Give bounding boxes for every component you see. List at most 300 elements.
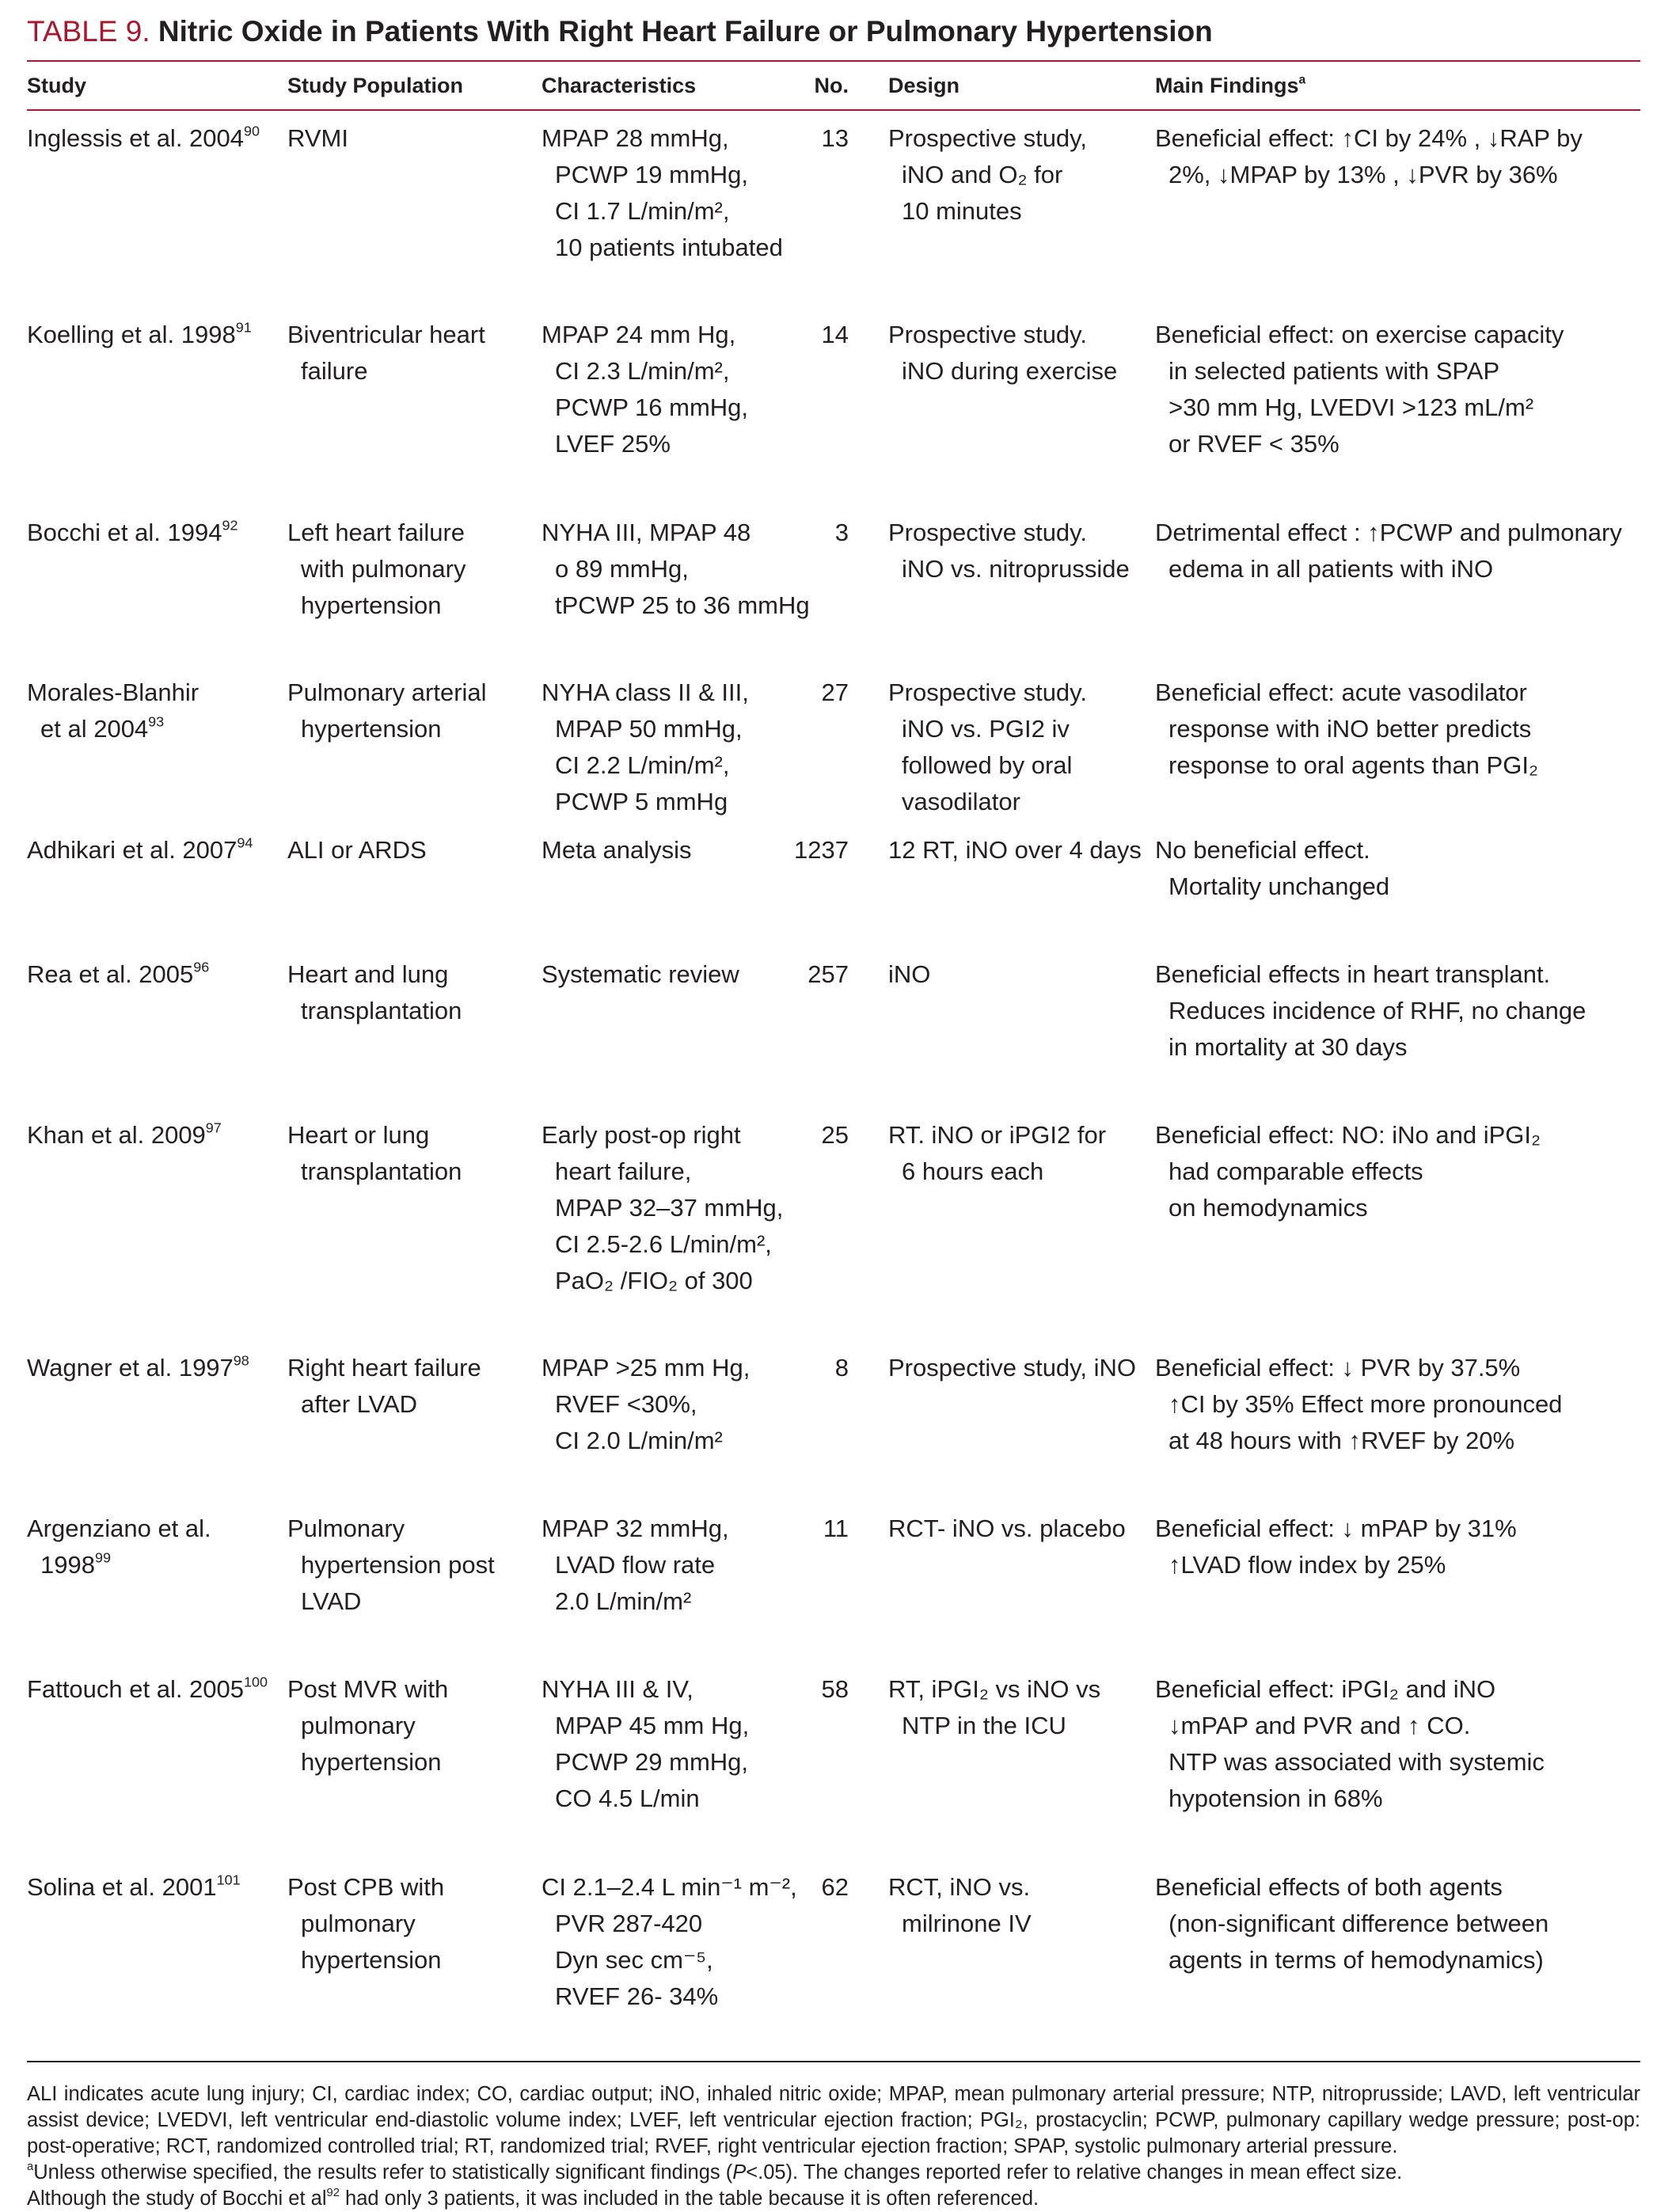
table-bottom-rule <box>27 2061 1640 2062</box>
cell-design <box>888 110 1155 307</box>
characteristics-line <box>542 675 784 711</box>
characteristics-line <box>542 157 784 193</box>
characteristics-line <box>542 1869 797 1906</box>
characteristics-text: Early post-op right <box>542 1121 741 1149</box>
header-characteristics: Characteristics <box>542 62 784 110</box>
table-row <box>27 1662 1640 1860</box>
study-reference: 94 <box>237 834 253 851</box>
findings-line <box>1155 1190 1640 1226</box>
header-no: No. <box>784 62 888 110</box>
cell-findings <box>1155 1860 1640 2061</box>
findings-text: Reduces incidence of RHF, no change <box>1168 997 1586 1024</box>
findings-text: in mortality at 30 days <box>1168 1033 1408 1061</box>
characteristics-line <box>542 784 784 820</box>
population-line <box>287 1942 542 1978</box>
characteristics-text: PCWP 16 mmHg, <box>555 393 749 421</box>
population-text: pulmonary <box>301 1910 416 1937</box>
design-line <box>888 784 1155 820</box>
cell-design <box>888 1108 1155 1340</box>
findings-text: Beneficial effect: iPGI₂ and iNO <box>1155 1675 1496 1703</box>
characteristics-text: Systematic review <box>542 960 739 988</box>
characteristics-text: o 89 mmHg, <box>555 555 689 583</box>
characteristics-line <box>542 515 784 551</box>
findings-text: ↑LVAD flow index by 25% <box>1168 1551 1446 1579</box>
findings-text: hypotension in 68% <box>1168 1784 1383 1812</box>
cell-design <box>888 823 1155 947</box>
study-reference: 99 <box>94 1549 111 1566</box>
cell-study <box>27 1108 287 1340</box>
characteristics-line <box>542 1263 784 1299</box>
characteristics-text: MPAP 50 mmHg, <box>555 715 743 743</box>
study-reference: 96 <box>193 959 210 975</box>
cell-no <box>784 1108 888 1340</box>
design-text: iNO vs. nitroprusside <box>902 555 1130 583</box>
study-reference: 98 <box>233 1352 249 1369</box>
characteristics-line <box>542 956 784 993</box>
population-text: hypertension post <box>301 1551 495 1579</box>
design-text: Prospective study. <box>888 678 1087 706</box>
cell-characteristics <box>542 505 810 665</box>
study-text: Koelling et al. 1998 <box>27 321 236 348</box>
findings-text: Beneficial effect: on exercise capacity <box>1155 321 1564 348</box>
design-line <box>888 747 1155 784</box>
characteristics-text: MPAP 24 mm Hg, <box>542 321 736 348</box>
findings-line <box>1155 120 1640 157</box>
study-text: Morales-Blanhir <box>27 678 200 706</box>
population-line <box>287 1583 542 1620</box>
findings-line <box>1155 1781 1640 1817</box>
cell-no <box>784 505 888 665</box>
design-line <box>888 1350 1155 1386</box>
characteristics-text: CO 4.5 L/min <box>555 1784 700 1812</box>
population-line <box>287 1708 542 1744</box>
population-line <box>287 1547 542 1583</box>
design-line <box>888 711 1155 747</box>
findings-text: NTP was associated with systemic <box>1168 1748 1545 1776</box>
cell-characteristics <box>542 1860 797 2061</box>
population-line <box>287 711 542 747</box>
design-text: milrinone IV <box>902 1910 1032 1937</box>
cell-characteristics <box>542 110 784 307</box>
characteristics-line <box>542 1744 784 1781</box>
study-line <box>27 317 287 353</box>
characteristics-line <box>542 1547 784 1583</box>
table-row <box>27 110 1640 307</box>
cell-population <box>287 110 542 307</box>
characteristics-line <box>542 1117 784 1154</box>
study-line <box>27 1869 287 1906</box>
cell-findings <box>1155 1662 1640 1860</box>
study-line <box>27 515 287 551</box>
design-line <box>888 1117 1155 1154</box>
cell-study <box>27 110 287 307</box>
design-line <box>888 675 1155 711</box>
findings-line <box>1155 868 1640 905</box>
cell-no <box>784 1501 888 1662</box>
header-design: Design <box>888 62 1155 110</box>
population-line <box>287 1117 542 1154</box>
findings-line <box>1155 1511 1640 1547</box>
cell-findings <box>1155 665 1640 823</box>
characteristics-line <box>542 230 784 266</box>
findings-line <box>1155 1423 1640 1459</box>
population-text: failure <box>301 357 368 385</box>
cell-findings <box>1155 823 1640 947</box>
findings-text: response to oral agents than PGI₂ <box>1168 751 1538 779</box>
cell-no-value: 257 <box>808 960 849 988</box>
population-text: after LVAD <box>301 1390 418 1418</box>
population-text: Heart or lung <box>287 1121 430 1149</box>
findings-line <box>1155 675 1640 711</box>
population-text: transplantation <box>301 997 462 1024</box>
table-row <box>27 1340 1640 1501</box>
footnote-a-mark: a <box>27 2160 34 2173</box>
findings-text: agents in terms of hemodynamics) <box>1168 1946 1544 1974</box>
characteristics-line <box>542 1511 784 1547</box>
characteristics-line <box>542 317 784 353</box>
population-line <box>287 675 542 711</box>
findings-text: Beneficial effect: ↓ mPAP by 31% <box>1155 1515 1517 1542</box>
cell-study <box>27 1860 287 2061</box>
study-text: Inglessis et al. 2004 <box>27 124 245 152</box>
footnote-abbreviations: ALI indicates acute lung injury; CI, cardiac index; CO, cardiac output; iNO, inhaled nitric oxide; MPAP, mean pulmonary arterial pressure; NTP, nitroprusside; LAVD, left ventricular assist device; LVEDVI, left ventricular end-diastolic volume index; LVEF, left ventricular ejection fraction; PGI₂, prostacyclin; PCWP, pulmonary capillary wedge pressure; post-op: post-operative; RCT, randomized controlled trial; RT, randomized trial; RVEF, right ventricular ejection fraction; SPAP, systolic pulmonary arterial pressure. <box>27 2083 1640 2157</box>
characteristics-text: tPCWP 25 to 36 mmHg <box>555 591 810 619</box>
study-reference: 100 <box>244 1674 268 1690</box>
characteristics-text: 10 patients intubated <box>555 234 783 261</box>
population-line <box>287 1386 542 1423</box>
population-line <box>287 993 542 1029</box>
characteristics-line <box>542 1781 784 1817</box>
findings-line <box>1155 426 1640 462</box>
population-text: hypertension <box>301 1946 442 1974</box>
cell-study <box>27 1501 287 1662</box>
table-row <box>27 947 1640 1108</box>
population-text: Left heart failure <box>287 519 466 546</box>
cell-design <box>888 505 1155 665</box>
cell-no-value: 11 <box>823 1515 849 1542</box>
design-text: vasodilator <box>902 788 1020 815</box>
study-text: Wagner et al. 1997 <box>27 1354 234 1382</box>
design-text: RT, iPGI₂ vs iNO vs <box>888 1675 1101 1703</box>
design-line <box>888 956 1155 993</box>
population-line <box>287 1906 542 1942</box>
characteristics-text: MPAP >25 mm Hg, <box>542 1354 750 1382</box>
population-line <box>287 1869 542 1906</box>
population-text: Biventricular heart <box>287 321 485 348</box>
population-text: LVAD <box>301 1587 362 1615</box>
design-text: RCT, iNO vs. <box>888 1873 1031 1901</box>
findings-line <box>1155 711 1640 747</box>
findings-text: at 48 hours with ↑RVEF by 20% <box>1168 1427 1515 1454</box>
population-text: pulmonary <box>301 1712 416 1739</box>
cell-findings <box>1155 307 1640 505</box>
characteristics-line <box>542 711 784 747</box>
table-row <box>27 307 1640 505</box>
characteristics-line <box>542 587 810 624</box>
study-text: Rea et al. 2005 <box>27 960 194 988</box>
footnotes <box>27 2081 1640 2212</box>
cell-no <box>784 665 888 823</box>
characteristics-text: PCWP 29 mmHg, <box>555 1748 749 1776</box>
cell-population <box>287 1340 542 1501</box>
cell-no-value: 1237 <box>794 836 849 864</box>
characteristics-text: CI 2.1–2.4 L min⁻¹ m⁻², <box>542 1873 797 1901</box>
footnote-b-pre: Although the study of Bocchi et al <box>27 2187 327 2210</box>
findings-text: edema in all patients with iNO <box>1168 555 1494 583</box>
table-label: TABLE 9. <box>27 15 150 48</box>
table-row <box>27 1108 1640 1340</box>
cell-characteristics <box>542 1340 784 1501</box>
characteristics-text: PCWP 5 mmHg <box>555 788 728 815</box>
characteristics-text: PCWP 19 mmHg, <box>555 161 749 188</box>
characteristics-line <box>542 353 784 390</box>
findings-text: Beneficial effect: NO: iNo and iPGI₂ <box>1155 1121 1541 1149</box>
cell-design <box>888 947 1155 1108</box>
characteristics-line <box>542 747 784 784</box>
cell-study <box>27 665 287 823</box>
cell-characteristics <box>542 947 784 1108</box>
population-text: hypertension <box>301 591 442 619</box>
findings-line <box>1155 1547 1640 1583</box>
cell-population <box>287 307 542 505</box>
findings-text: had comparable effects <box>1168 1157 1423 1185</box>
population-line <box>287 587 542 624</box>
characteristics-text: MPAP 32 mmHg, <box>542 1515 729 1542</box>
cell-characteristics <box>542 823 784 947</box>
cell-study <box>27 1340 287 1501</box>
findings-line <box>1155 317 1640 353</box>
characteristics-line <box>542 1154 784 1190</box>
characteristics-text: NYHA III & IV, <box>542 1675 694 1703</box>
cell-no <box>784 307 888 505</box>
design-text: iNO and O₂ for <box>902 161 1063 188</box>
population-line <box>287 515 542 551</box>
findings-line <box>1155 1154 1640 1190</box>
design-text: 12 RT, iNO over 4 days <box>888 836 1142 864</box>
study-text: Bocchi et al. 1994 <box>27 519 222 546</box>
population-text: Right heart failure <box>287 1354 481 1382</box>
cell-design <box>888 1860 1155 2061</box>
design-text: iNO <box>888 960 931 988</box>
study-text: et al 2004 <box>40 715 149 743</box>
cell-population <box>287 1662 542 1860</box>
study-line <box>27 1117 287 1154</box>
characteristics-line <box>542 1942 784 1978</box>
study-reference: 93 <box>148 713 165 730</box>
characteristics-text: LVEF 25% <box>555 430 671 458</box>
characteristics-line <box>542 1906 784 1942</box>
characteristics-line <box>542 120 784 157</box>
design-line <box>888 317 1155 353</box>
design-line <box>888 515 1155 551</box>
cell-no-value: 3 <box>834 519 849 546</box>
findings-text: Beneficial effect: ↓ PVR by 37.5% <box>1155 1354 1521 1382</box>
findings-text: Beneficial effects of both agents <box>1155 1873 1503 1901</box>
table-row <box>27 1501 1640 1662</box>
findings-line <box>1155 551 1640 587</box>
header-study: Study <box>27 62 287 110</box>
cell-study <box>27 307 287 505</box>
table-row <box>27 665 1640 823</box>
cell-no <box>784 823 888 947</box>
cell-study <box>27 823 287 947</box>
design-line <box>888 157 1155 193</box>
study-line <box>27 675 287 711</box>
footnote-a-post: <.05). The changes reported refer to relative changes in mean effect size. <box>746 2161 1403 2183</box>
design-line <box>888 1906 1155 1942</box>
design-text: Prospective study, iNO <box>888 1354 1136 1382</box>
characteristics-text: PVR 287-420 <box>555 1910 703 1937</box>
design-text: NTP in the ICU <box>902 1712 1066 1739</box>
study-line <box>27 711 287 747</box>
characteristics-line <box>542 193 784 230</box>
characteristics-text: CI 2.5-2.6 L/min/m², <box>555 1230 772 1258</box>
cell-no-value: 62 <box>821 1873 849 1901</box>
characteristics-line <box>542 1583 784 1620</box>
study-line <box>27 832 287 868</box>
population-text: RVMI <box>287 124 348 152</box>
cell-no-value: 25 <box>821 1121 849 1149</box>
header-findings-sup: a <box>1298 72 1306 86</box>
cell-no <box>784 1860 888 2061</box>
findings-text: on hemodynamics <box>1168 1194 1368 1222</box>
study-text: Khan et al. 2009 <box>27 1121 206 1149</box>
characteristics-line <box>542 1190 784 1226</box>
findings-line <box>1155 1744 1640 1781</box>
design-text: followed by oral <box>902 751 1073 779</box>
study-reference: 101 <box>216 1872 241 1888</box>
study-line <box>27 1547 287 1583</box>
population-text: Post CPB with <box>287 1873 445 1901</box>
characteristics-line <box>542 1978 784 2015</box>
findings-text: Detrimental effect : ↑PCWP and pulmonary <box>1155 519 1622 546</box>
table-page <box>27 11 1640 2212</box>
findings-line <box>1155 390 1640 426</box>
study-text: Adhikari et al. 2007 <box>27 836 238 864</box>
cell-population <box>287 947 542 1108</box>
design-text: 6 hours each <box>902 1157 1044 1185</box>
cell-design <box>888 1340 1155 1501</box>
characteristics-text: Meta analysis <box>542 836 692 864</box>
design-line <box>888 1708 1155 1744</box>
footnote-a-p: P <box>732 2161 747 2183</box>
population-text: Post MVR with <box>287 1675 449 1703</box>
characteristics-text: MPAP 32–37 mmHg, <box>555 1194 784 1222</box>
characteristics-line <box>542 832 784 868</box>
study-reference: 91 <box>235 319 252 336</box>
design-line <box>888 353 1155 390</box>
characteristics-text: heart failure, <box>555 1157 692 1185</box>
findings-line <box>1155 993 1640 1029</box>
characteristics-text: CI 1.7 L/min/m², <box>555 197 730 225</box>
cell-no <box>784 947 888 1108</box>
population-line <box>287 1511 542 1547</box>
cell-design <box>888 665 1155 823</box>
cell-no-value: 58 <box>821 1675 849 1703</box>
population-line <box>287 317 542 353</box>
characteristics-text: Dyn sec cm⁻⁵, <box>555 1946 713 1974</box>
study-text: Argenziano et al. <box>27 1515 211 1542</box>
findings-text: in selected patients with SPAP <box>1168 357 1500 385</box>
findings-text: ↓mPAP and PVR and ↑ CO. <box>1168 1712 1471 1739</box>
design-line <box>888 1869 1155 1906</box>
characteristics-text: LVAD flow rate <box>555 1551 716 1579</box>
cell-findings <box>1155 1501 1640 1662</box>
footnote-a <box>27 2160 1640 2186</box>
footnote-a-pre: Unless otherwise specified, the results refer to statistically significant findings ( <box>33 2161 733 2183</box>
findings-text: ↑CI by 35% Effect more pronounced <box>1168 1390 1563 1418</box>
study-line <box>27 1671 287 1708</box>
cell-no-value: 8 <box>834 1354 849 1382</box>
findings-line <box>1155 1117 1640 1154</box>
characteristics-text: 2.0 L/min/m² <box>555 1587 692 1615</box>
study-line <box>27 956 287 993</box>
findings-text: (non-significant difference between <box>1168 1910 1549 1937</box>
population-line <box>287 1744 542 1781</box>
data-table <box>27 62 1640 2061</box>
characteristics-text: CI 2.2 L/min/m², <box>555 751 730 779</box>
design-text: RT. iNO or iPGI2 for <box>888 1121 1107 1149</box>
cell-no-value: 14 <box>821 321 849 348</box>
population-line <box>287 120 542 157</box>
cell-population <box>287 505 542 665</box>
findings-line <box>1155 832 1640 868</box>
study-line <box>27 120 287 157</box>
population-text: with pulmonary <box>301 555 466 583</box>
design-text: iNO vs. PGI2 iv <box>902 715 1070 743</box>
study-line <box>27 1350 287 1386</box>
cell-characteristics <box>542 1108 784 1340</box>
findings-text: Beneficial effect: ↑CI by 24% , ↓RAP by <box>1155 124 1583 152</box>
population-line <box>287 832 542 868</box>
population-line <box>287 551 542 587</box>
population-text: transplantation <box>301 1157 462 1185</box>
characteristics-text: CI 2.0 L/min/m² <box>555 1427 723 1454</box>
footnote-b-post: had only 3 patients, it was included in the table because it is often referenced. <box>339 2187 1039 2210</box>
population-text: ALI or ARDS <box>287 836 427 864</box>
header-row <box>27 62 1640 110</box>
study-text: Fattouch et al. 2005 <box>27 1675 245 1703</box>
table-title <box>27 11 1640 52</box>
findings-line <box>1155 1671 1640 1708</box>
cell-findings <box>1155 947 1640 1108</box>
study-line <box>27 1511 287 1547</box>
findings-text: Beneficial effects in heart transplant. <box>1155 960 1551 988</box>
study-text: Solina et al. 2001 <box>27 1873 217 1901</box>
cell-study <box>27 1662 287 1860</box>
table-caption: Nitric Oxide in Patients With Right Heart Failure or Pulmonary Hypertension <box>158 15 1213 48</box>
findings-line <box>1155 157 1640 193</box>
characteristics-text: CI 2.3 L/min/m², <box>555 357 730 385</box>
population-line <box>287 956 542 993</box>
findings-text: No beneficial effect. <box>1155 836 1370 864</box>
cell-no <box>784 110 888 307</box>
findings-line <box>1155 1708 1640 1744</box>
study-reference: 97 <box>205 1119 222 1136</box>
characteristics-text: PaO₂ /FIO₂ of 300 <box>555 1267 753 1294</box>
table-body <box>27 110 1640 2061</box>
population-text: Heart and lung <box>287 960 449 988</box>
findings-line <box>1155 956 1640 993</box>
study-text: 1998 <box>40 1551 95 1579</box>
study-reference: 90 <box>244 123 260 139</box>
cell-design <box>888 307 1155 505</box>
characteristics-line <box>542 1708 784 1744</box>
cell-population <box>287 823 542 947</box>
design-line <box>888 832 1155 868</box>
cell-no-value: 13 <box>821 124 849 152</box>
population-text: Pulmonary <box>287 1515 405 1542</box>
